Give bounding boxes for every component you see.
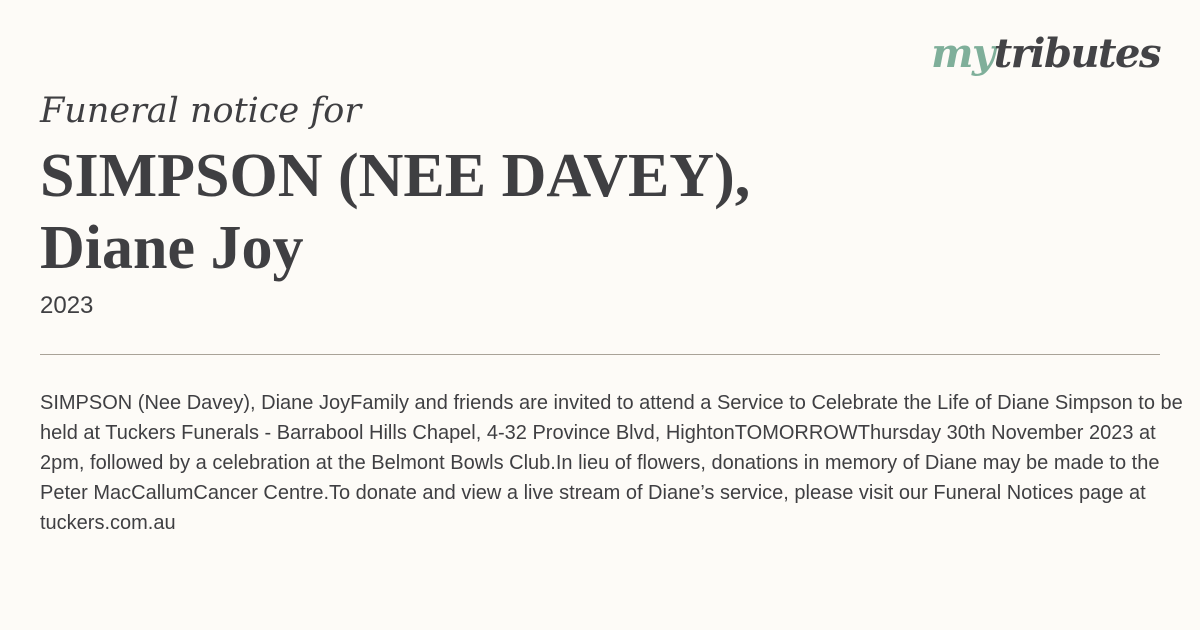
notice-body: SIMPSON (Nee Davey), Diane JoyFamily and friends are invited to attend a Service to Celebrate the Life of Diane Simpson to be held at Tuckers Funerals - Barrabool Hills Chapel, 4-32 Province Blvd, HightonTOMORROWThursday 30th November 2023 at 2pm, followed by a celebration at the Belmont Bowls Club.In lieu of flowers, donations in memory of Diane may be made to the Peter MacCallumCancer Centre.To donate and view a live stream of Diane’s service, please visit our Funeral Notices page at tuckers.com.au xyxy=(40,392,1183,534)
name-line-given: Diane Joy xyxy=(40,214,304,282)
logo-tributes-text: tributes xyxy=(993,30,1160,77)
notice-kicker: Funeral notice for xyxy=(40,91,362,131)
mytributes-logo[interactable] xyxy=(931,30,1160,77)
divider xyxy=(40,354,1160,355)
logo-my-text: my xyxy=(931,30,994,77)
deceased-name xyxy=(40,140,750,284)
notice-year: 2023 xyxy=(40,292,94,319)
name-line-surname: SIMPSON (NEE DAVEY), xyxy=(40,142,751,210)
